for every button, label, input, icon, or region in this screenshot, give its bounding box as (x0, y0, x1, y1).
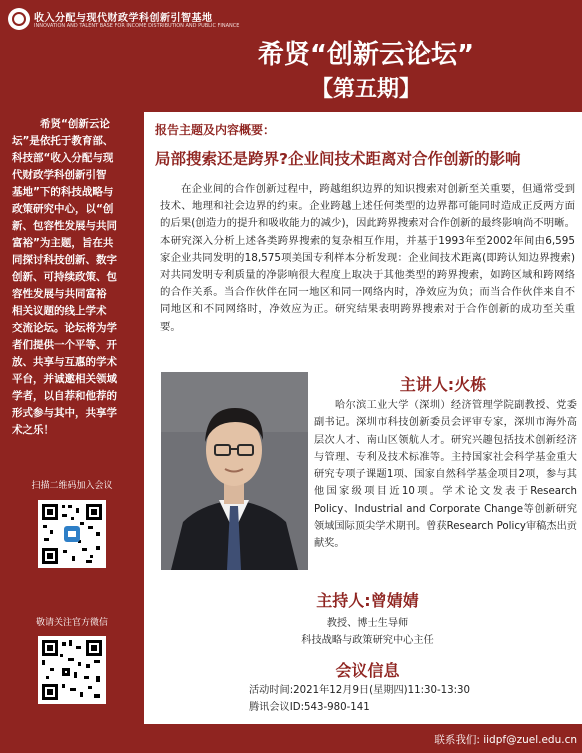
report-topic: 局部搜索还是跨界?企业间技术距离对合作创新的影响 (155, 150, 521, 168)
intro-line: 希贤“创新云论 (40, 118, 110, 130)
intro-line: 同探讨科技创新、数字 (12, 254, 117, 266)
forum-intro (12, 116, 140, 439)
institution-name-cn: 收入分配与现代财政学科创新引智基地 (34, 13, 213, 24)
meeting-time: 活动时间:2021年12月9日(星期四)11:30-13:30 (249, 685, 471, 696)
intro-line: 基地”下的科技战略与 (12, 186, 114, 198)
intro-line: 科技部“收入分配与现 (12, 152, 114, 164)
forum-title: 希贤“创新云论坛” (257, 40, 475, 70)
meeting-info-title: 会议信息 (335, 661, 400, 680)
intro-line: 代财政学科创新引智 (12, 169, 107, 181)
meeting-id: 腾讯会议ID:543-980-141 (249, 702, 370, 713)
intro-line: 创新、可持续政策、包 (12, 271, 117, 283)
speaker-title: 主讲人:火栋 (399, 375, 487, 394)
intro-line: 新、包容性发展与共同 (12, 220, 117, 232)
intro-line: 容性发展与共同富裕 (12, 288, 107, 300)
intro-line: 平台，并诚邀相关领域 (12, 373, 117, 385)
intro-line: 交流论坛。论坛将为学 (12, 322, 117, 334)
host-affiliation: 科技战略与政策研究中心主任 (301, 635, 434, 646)
institution-name-en: INNOVATION AND TALENT BASE FOR INCOME DISTRIBUTION AND PUBLIC FINANCE (34, 23, 240, 29)
wechat-qr-code[interactable] (38, 636, 106, 704)
qr-wechat-label: 敬请关注官方微信 (35, 618, 108, 628)
contact-email[interactable]: 联系我们: iidpf@zuel.edu.cn (434, 734, 577, 746)
intro-line: 形式参与其中，共享学 (12, 407, 117, 419)
intro-line: 者们提供一个平等、开 (12, 339, 117, 351)
intro-line: 富裕”为主题，旨在共 (12, 237, 114, 249)
intro-line: 学者，以自荐和他荐的 (12, 390, 117, 402)
host-title: 主持人:曾婧婧 (316, 591, 419, 610)
host-position: 教授、博士生导师 (326, 618, 409, 629)
intro-line: 政策研究中心，以“创 (12, 203, 114, 215)
intro-line: 坛”是依托于教育部、 (12, 135, 114, 147)
intro-line: 相关议题的线上学术 (12, 305, 107, 317)
qr-join-label: 扫描二维码加入会议 (31, 481, 113, 491)
intro-line: 术之乐！ (12, 424, 54, 436)
report-abstract: 在企业间的合作创新过程中，跨越组织边界的知识搜索对创新至关重要，但通常受到技术、地理和社会边界的约束。企业跨越上述任何类型的边界都可能同时造成正反两方面的后果(创造力的提升和吸收能力的减少)，因此跨界搜索对合作创新的最终影响尚不明晰。本研究深入分析上述各类跨界搜索的复杂相互作用，并基于1993年至2002年间由6,595家企业共同发明的18,575项美国专利样本分析发现：企业间技术距离(即跨认知边界搜索)对共同发明专利质量的净影响很大程度上取决于其他类型的跨界搜索，如跨区域和跨网络的合作关系。当合作伙伴在同一地区和同一网络内时，净效应为负；而当合作伙伴来自不同地区和不同网络时，净效应为正。研究结果表明跨界搜索对于合作创新的成功至关重要。 (160, 183, 575, 333)
institution-logo-icon (8, 8, 30, 30)
intro-line: 放、共享与互惠的学术 (12, 356, 117, 368)
speaker-bio: 哈尔滨工业大学（深圳）经济管理学院副教授、党委副书记。深圳市科技创新委员会评审专家，深圳市海外高层次人才、南山区领航人才。研究兴趣包括技术创新经济与管理、专利及技术标准等。主持国家社会科学基金重大研究专项子课题1项、国家自然科学基金项目2项，参与其他国家级项目近10项。学术论文发表于Research Policy、Industrial and Corporate Change等创新研究领域国际顶尖学术期刊。曾获Research Policy审稿杰出贡献奖。 (314, 400, 577, 550)
meeting-qr-code[interactable] (38, 500, 106, 568)
report-section-label: 报告主题及内容概要： (155, 123, 276, 137)
issue-label: 【第五期】 (310, 77, 421, 102)
speaker-photo (161, 372, 308, 570)
